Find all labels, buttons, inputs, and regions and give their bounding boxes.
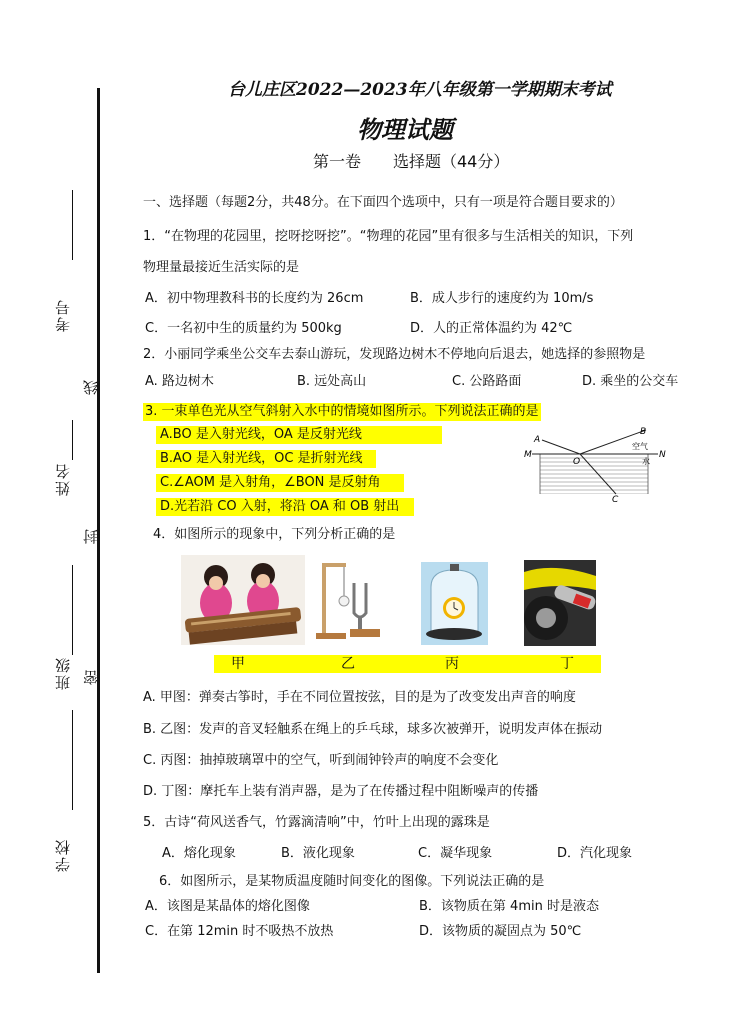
class-label: 班级 — [54, 656, 72, 690]
q2-option-c[interactable]: C. 公路路面 — [452, 374, 522, 389]
q3-option-c[interactable]: C.∠AOM 是入射角，∠BON 是反射角 — [156, 474, 404, 492]
q5-option-b[interactable]: B．液化现象 — [281, 846, 355, 861]
q2-option-d[interactable]: D. 乘坐的公交车 — [582, 374, 679, 389]
q4-stem: 4．如图所示的现象中，下列分析正确的是 — [153, 527, 396, 542]
label-water: 水 — [642, 457, 650, 466]
seal-mi-label: 密 — [82, 668, 100, 685]
q6-option-c[interactable]: C．在第 12min 时不吸热不放热 — [145, 924, 334, 939]
q5-option-c[interactable]: C．凝华现象 — [418, 846, 493, 861]
exam-title: 台儿庄区2022—2023年八年级第一学期期末考试 — [228, 80, 612, 100]
q3-option-d[interactable]: D.光若沿 CO 入射，将沿 OA 和 OB 射出 — [156, 498, 414, 516]
q2-stem: 2．小丽同学乘坐公交车去泰山游玩，发现路边树木不停地向后退去，她选择的参照物是 — [143, 347, 646, 362]
refraction-diagram — [520, 420, 670, 505]
q4-option-c[interactable]: C. 丙图：抽掉玻璃罩中的空气，听到闹钟铃声的响度不会变化 — [143, 753, 499, 768]
bell-jar-photo — [421, 562, 488, 645]
subject-title: 物理试题 — [357, 115, 453, 144]
class-blank[interactable] — [72, 565, 74, 655]
q2-option-a[interactable]: A. 路边树木 — [145, 374, 214, 389]
q5-stem: 5．古诗“荷风送香气，竹露滴清响”中，竹叶上出现的露珠是 — [143, 815, 490, 830]
pic-label-jia: 甲 — [231, 656, 245, 672]
label-b: B — [640, 427, 647, 437]
q6-option-a[interactable]: A．该图是某晶体的熔化图像 — [145, 899, 310, 914]
q1-stem-line1: 1．“在物理的花园里，挖呀挖呀挖”。“物理的花园”里有很多与生活相关的知识，下列 — [143, 229, 634, 244]
q3-option-b[interactable]: B.AO 是入射光线，OC 是折射光线 — [156, 450, 376, 468]
q3-option-a[interactable]: A.BO 是入射光线，OA 是反射光线 — [156, 426, 442, 444]
water-region — [540, 454, 648, 494]
label-n: N — [659, 450, 666, 460]
q4-option-a[interactable]: A. 甲图：弹奏古筝时，手在不同位置按弦，目的是为了改变发出声音的响度 — [143, 690, 576, 705]
school-label: 学校 — [54, 838, 72, 872]
section-instructions: 一、选择题（每题2分，共48分。在下面四个选项中，只有一项是符合题目要求的） — [143, 195, 623, 210]
motorcycle-muffler-photo — [524, 560, 596, 646]
q6-option-b[interactable]: B．该物质在第 4min 时是液态 — [419, 899, 599, 914]
q1-option-a[interactable]: A．初中物理教科书的长度约为 26cm — [145, 291, 364, 306]
exam-no-label: 考号 — [54, 298, 72, 332]
picture-label-bar — [214, 655, 601, 673]
q5-option-d[interactable]: D．汽化现象 — [557, 846, 633, 861]
q4-option-b[interactable]: B. 乙图：发声的音叉轻触系在绳上的乒乓球，球多次被弹开，说明发声体在振动 — [143, 722, 603, 737]
label-m: M — [524, 450, 532, 460]
name-blank[interactable] — [72, 420, 74, 460]
seal-feng-label: 封 — [82, 527, 100, 544]
q1-stem-line2: 物理量最接近生活实际的是 — [143, 260, 300, 275]
pic-label-ding: 丁 — [560, 656, 574, 672]
label-a: A — [534, 435, 541, 445]
label-o: O — [573, 457, 581, 467]
seal-line-label: 线 — [82, 378, 100, 395]
part-title: 第一卷 选择题（44分） — [313, 152, 510, 171]
name-label: 姓名 — [54, 462, 72, 496]
exam-no-blank[interactable] — [72, 190, 74, 260]
tuning-fork-photo — [314, 555, 386, 645]
q2-option-b[interactable]: B. 远处高山 — [297, 374, 367, 389]
guzheng-photo — [181, 555, 305, 645]
q6-option-d[interactable]: D．该物质的凝固点为 50℃ — [419, 924, 582, 939]
ray-ao — [542, 440, 580, 454]
q6-stem: 6．如图所示，是某物质温度随时间变化的图像。下列说法正确的是 — [159, 874, 545, 889]
q4-option-d[interactable]: D. 丁图：摩托车上装有消声器，是为了在传播过程中阻断噪声的传播 — [143, 784, 539, 799]
school-blank[interactable] — [72, 710, 74, 810]
q1-option-c[interactable]: C．一名初中生的质量约为 500kg — [145, 321, 342, 336]
pic-label-yi: 乙 — [341, 656, 355, 672]
label-c: C — [612, 495, 619, 505]
q3-stem: 3. 一束单色光从空气斜射入水中的情境如图所示。下列说法正确的是 — [145, 404, 539, 419]
q5-option-a[interactable]: A．熔化现象 — [162, 846, 236, 861]
q1-option-d[interactable]: D．人的正常体温约为 42℃ — [410, 321, 573, 336]
q1-option-b[interactable]: B．成人步行的速度约为 10m/s — [410, 291, 594, 306]
label-air: 空气 — [632, 442, 648, 451]
pic-label-bing: 丙 — [445, 656, 459, 672]
